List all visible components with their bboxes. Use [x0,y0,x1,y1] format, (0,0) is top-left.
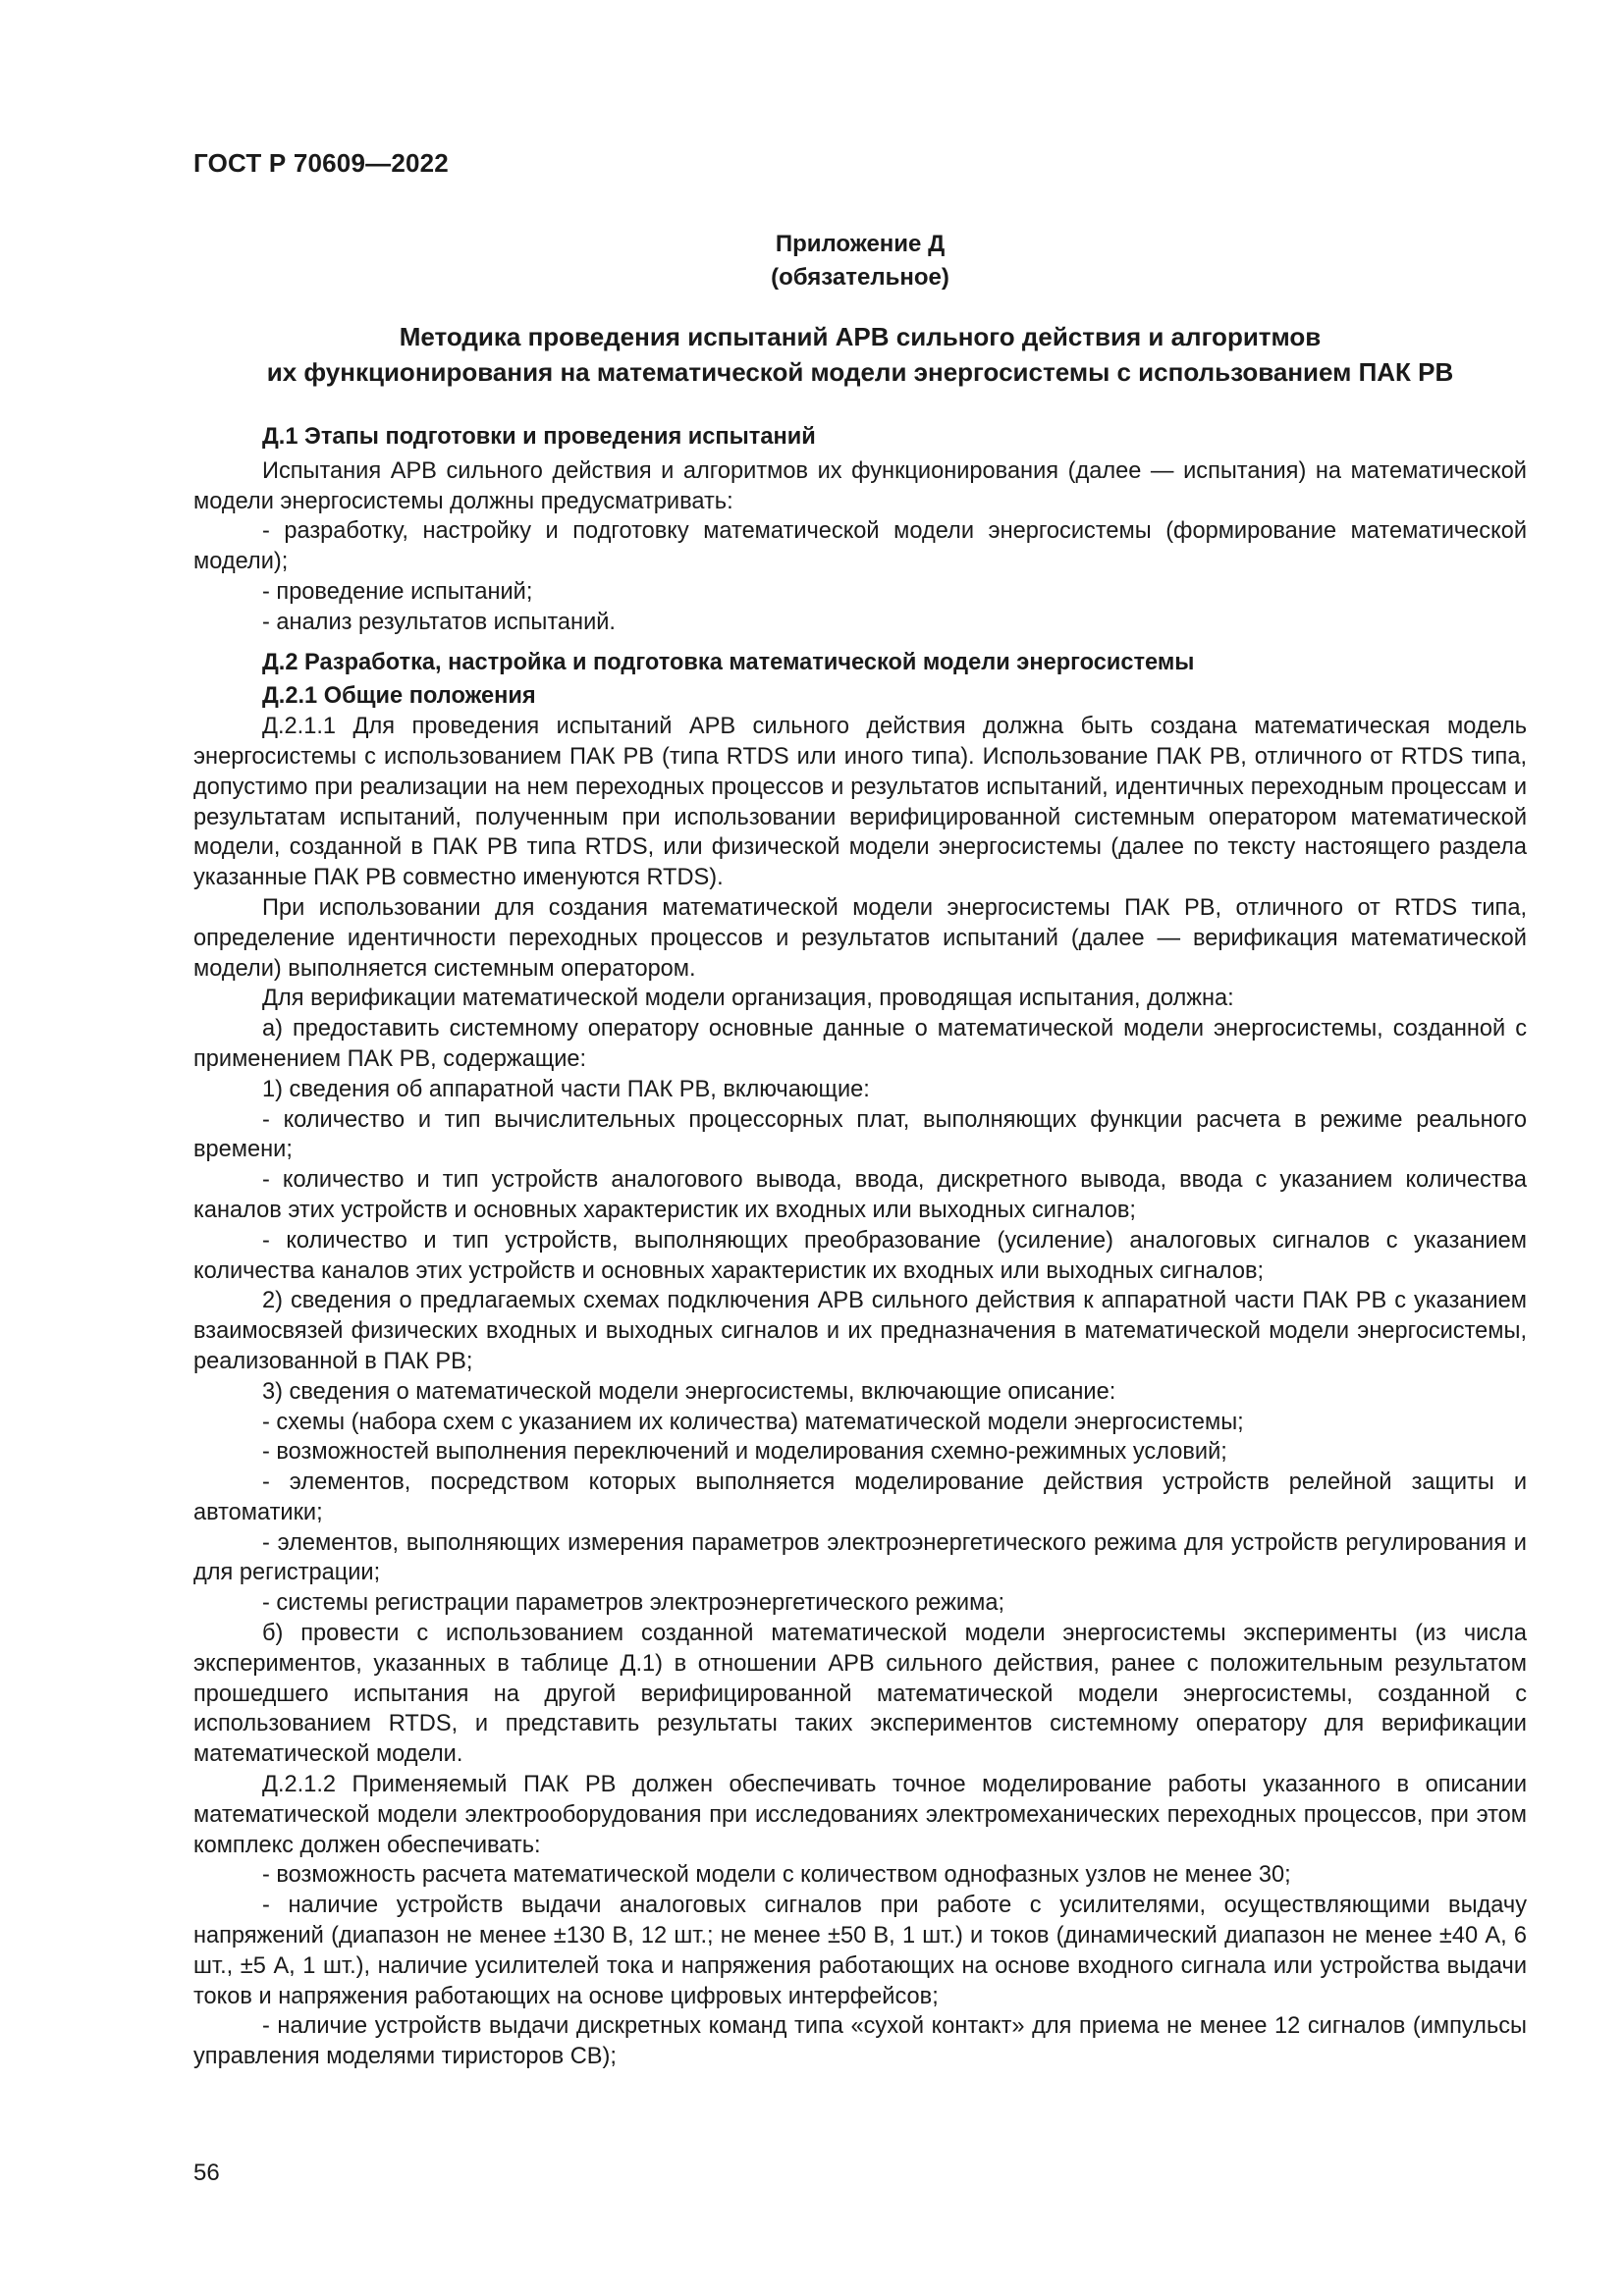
list-item: - элементов, выполняющих измерения параметров электроэнергетического режима для устройств регулирования и для регистрации; [193,1529,1527,1586]
section-heading-d2: Д.2 Разработка, настройка и подготовка математической модели энергосистемы [262,649,1195,675]
list-item: - элементов, посредством которых выполняется моделирование действия устройств релейной защиты и автоматики; [193,1469,1527,1525]
list-item: - схемы (набора схем с указанием их количества) математической модели энергосистемы; [262,1409,1244,1435]
section-heading-d1: Д.1 Этапы подготовки и проведения испытаний [262,424,816,450]
appendix-title: Приложение Д [775,231,946,257]
list-item: - системы регистрации параметров электроэнергетического режима; [262,1590,1005,1617]
list-item: Д.2.1.2 Применяемый ПАК РВ должен обеспечивать точное моделирование работы указанного в описании математической модели электрооборудования при исследованиях электромеханических переходных процессов, при этом комплекс должен обеспечивать: [193,1772,1527,1858]
paragraph: Для верификации математической модели организация, проводящая испытания, должна: [262,986,1234,1012]
appendix-status: (обязательное) [771,264,949,291]
list-item: - возможностей выполнения переключений и моделирования схемно-режимных условий; [262,1439,1227,1466]
appendix-heading [193,228,1527,294]
list-item: 1) сведения об аппаратной части ПАК РВ, включающие: [262,1076,870,1102]
list-item: - количество и тип вычислительных процессорных плат, выполняющих функции расчета в режиме реального времени; [193,1106,1527,1163]
page-number: 56 [193,2160,220,2186]
document-title-line-2: их функционирования на математической модели энергосистемы с использованием ПАК РВ [266,357,1454,387]
paragraph: Испытания АРВ сильного действия и алгоритмов их функционирования (далее — испытания) на математической модели энергосистемы должны предусматривать: [193,457,1527,514]
paragraph: - возможность расчета математической модели с количеством однофазных узлов не менее 30; [262,1862,1291,1889]
paragraph: Д.2.1.1 Для проведения испытаний АРВ сильного действия должна быть создана математическая модель энергосистемы с использованием ПАК РВ (типа RTDS или иного типа). Использование ПАК РВ, отличного от RTDS типа, допустимо при реализации на нем переходных процессов и результатов испытаний, идентичных переходным процессам и результатам испытаний, полученным при использовании верифицированной системным оператором математической модели, созданной в ПАК РВ типа RTDS, или физической модели энергосистемы (далее по тексту настоящего раздела указанные ПАК РВ совместно именуются RTDS). [193,714,1527,891]
subsection-heading-d21: Д.2.1 Общие положения [262,683,536,710]
list-item: 2) сведения о предлагаемых схемах подключения АРВ сильного действия к аппаратной части ПАК РВ с указанием взаимосвязей физических входных и выходных сигналов и их предназначения в математической модели энергосистемы, реализованной в ПАК РВ; [193,1288,1527,1374]
list-item: - наличие устройств выдачи дискретных команд типа «сухой контакт» для приема не менее 12 сигналов (импульсы управления моделями тиристоров СВ); [193,2013,1527,2070]
list-item: 3) сведения о математической модели энергосистемы, включающие описание: [262,1378,1116,1405]
list-item: а) предоставить системному оператору основные данные о математической модели энергосистемы, созданной с применением ПАК РВ, содержащие: [193,1016,1527,1072]
list-item: - наличие устройств выдачи аналоговых сигналов при работе с усилителями, осуществляющими выдачу напряжений (диапазон не менее ±130 В, 12 шт.; не менее ±50 В, 1 шт.) и токов (динамический диапазон не менее ±40 А, 6 шт., ±5 А, 1 шт.), наличие усилителей тока и напряжения работающих на основе входного сигнала или устройства выдачи токов и напряжения работающих на основе цифровых интерфейсов; [193,1893,1527,2009]
document-title [193,319,1527,390]
document-body [193,412,1527,2072]
list-item: - количество и тип устройств аналогового вывода, ввода, дискретного вывода, ввода с указанием количества каналов этих устройств и основных характеристик их входных или выходных сигналов; [193,1167,1527,1223]
document-title-line-1: Методика проведения испытаний АРВ сильного действия и алгоритмов [399,322,1322,351]
document-header: ГОСТ Р 70609—2022 [193,148,449,178]
list-item: - количество и тип устройств, выполняющих преобразование (усиление) аналоговых сигналов с указанием количества каналов этих устройств и основных характеристик их входных или выходных сигналов; [193,1227,1527,1284]
list-item: - проведение испытаний; [262,578,533,605]
list-item: б) провести с использованием созданной математической модели энергосистемы эксперименты (из числа экспериментов, указанных в таблице Д.1) в отношении АРВ сильного действия, ранее с положительным результатом прошедшего испытания на другой верифицированной математической модели энергосистемы, созданной с использованием RTDS, и представить результаты таких экспериментов системному оператору для верификации математической модели. [193,1621,1527,1768]
list-item: - анализ результатов испытаний. [262,609,616,635]
list-item: - разработку, настройку и подготовку математической модели энергосистемы (формирование математической модели); [193,518,1527,575]
paragraph: При использовании для создания математической модели энергосистемы ПАК РВ, отличного от RTDS типа, определение идентичности переходных процессов и результатов испытаний (далее — верификация математической модели) выполняется системным оператором. [193,894,1527,982]
